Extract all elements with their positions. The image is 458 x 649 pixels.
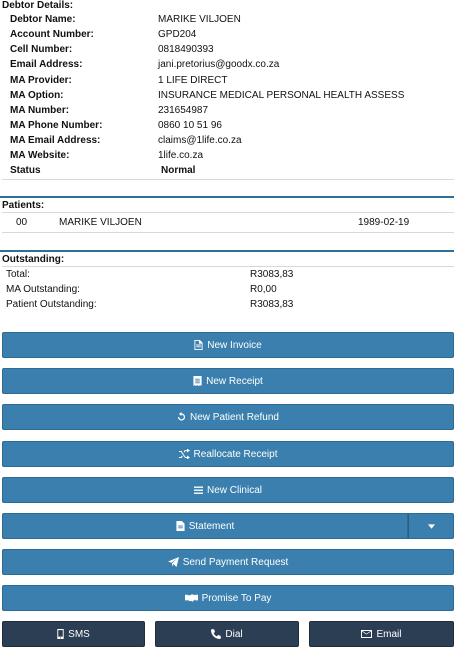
debtor-name-value: MARIKE VILJOEN <box>158 14 241 25</box>
bars-icon <box>194 485 203 495</box>
ma-number-row <box>0 105 458 120</box>
status-label: Status <box>10 165 41 176</box>
ma-phone-label: MA Phone Number: <box>10 120 103 131</box>
outstanding-title: Outstanding: <box>2 254 65 265</box>
new-clinical-button[interactable] <box>2 477 454 503</box>
envelope-icon <box>361 629 372 639</box>
ma-website-value: 1life.co.za <box>158 150 204 161</box>
reallocate-receipt-button[interactable] <box>2 441 454 467</box>
ma-option-row <box>0 90 458 105</box>
debtor-name-label: Debtor Name: <box>10 14 76 25</box>
send-payment-request-label: Send Payment Request <box>182 556 289 568</box>
patient-outstanding-row <box>0 299 458 314</box>
ma-provider-label: MA Provider: <box>10 75 72 86</box>
receipt-icon <box>193 376 202 386</box>
cell-number-label: Cell Number: <box>10 44 73 55</box>
ma-phone-row <box>0 120 458 135</box>
ma-phone-value: 0860 10 51 96 <box>158 120 222 131</box>
patient-outstanding-value: R3083,83 <box>250 299 294 310</box>
sms-label: SMS <box>68 628 90 640</box>
outstanding-header-divider <box>2 266 454 267</box>
email-label: Email <box>376 628 402 640</box>
account-number-label: Account Number: <box>10 29 94 40</box>
new-patient-refund-button[interactable] <box>2 404 454 430</box>
handshake-icon <box>185 593 198 603</box>
statement-dropdown-toggle[interactable] <box>408 513 454 539</box>
patient-outstanding-label: Patient Outstanding: <box>6 299 97 310</box>
ma-option-label: MA Option: <box>10 90 64 101</box>
new-receipt-button[interactable] <box>2 368 454 394</box>
ma-option-value: INSURANCE MEDICAL PERSONAL HEALTH ASSESS <box>158 90 405 101</box>
file-text-icon <box>176 521 185 531</box>
send-payment-request-button[interactable] <box>2 549 454 575</box>
mobile-phone-icon <box>57 629 64 639</box>
ma-outstanding-label: MA Outstanding: <box>6 284 80 295</box>
ma-email-row <box>0 135 458 150</box>
caret-down-icon <box>428 524 435 529</box>
ma-website-row <box>0 150 458 165</box>
ma-number-label: MA Number: <box>10 105 70 116</box>
patients-divider <box>2 232 454 233</box>
ma-email-label: MA Email Address: <box>10 135 101 146</box>
status-row <box>0 165 458 180</box>
dial-button[interactable] <box>155 621 299 647</box>
paper-plane-icon <box>168 557 179 567</box>
account-number-value: GPD204 <box>158 29 197 40</box>
new-invoice-button[interactable] <box>2 332 454 358</box>
account-number-row <box>0 29 458 44</box>
ma-number-value: 231654987 <box>158 105 209 116</box>
new-receipt-label: New Receipt <box>206 375 263 387</box>
reallocate-receipt-label: Reallocate Receipt <box>193 448 278 460</box>
cell-number-value: 0818490393 <box>158 44 214 55</box>
debtor-divider <box>2 179 454 180</box>
cell-number-row <box>0 44 458 59</box>
ma-outstanding-value: R0,00 <box>250 284 277 295</box>
ma-website-label: MA Website: <box>10 150 70 161</box>
patients-title: Patients: <box>2 200 45 211</box>
patient-dob: 1989-02-19 <box>358 217 410 228</box>
sms-button[interactable] <box>2 621 145 647</box>
patient-code: 00 <box>16 217 28 228</box>
promise-to-pay-label: Promise To Pay <box>201 592 272 604</box>
statement-button[interactable] <box>2 513 408 539</box>
promise-to-pay-button[interactable] <box>2 585 454 611</box>
outstanding-total-row <box>0 269 458 284</box>
patients-header-divider <box>2 212 454 213</box>
debtor-name-row <box>0 14 458 29</box>
status-value: Normal <box>161 165 196 176</box>
email-address-value: jani.pretorius@goodx.co.za <box>158 59 280 70</box>
outstanding-total-label: Total: <box>6 269 30 280</box>
email-address-label: Email Address: <box>10 59 83 70</box>
file-text-icon <box>194 340 203 350</box>
ma-provider-value: 1 LIFE DIRECT <box>158 75 228 86</box>
patient-name: MARIKE VILJOEN <box>59 217 142 228</box>
new-invoice-label: New Invoice <box>207 339 262 351</box>
new-patient-refund-label: New Patient Refund <box>190 411 279 423</box>
new-clinical-label: New Clinical <box>206 484 262 496</box>
ma-email-value: claims@1life.co.za <box>158 135 242 146</box>
dial-label: Dial <box>225 628 243 640</box>
shuffle-icon <box>179 449 190 459</box>
ma-outstanding-row <box>0 284 458 299</box>
phone-icon <box>211 629 221 639</box>
patient-row[interactable] <box>0 217 458 232</box>
email-button[interactable] <box>309 621 454 647</box>
debtor-details-title: Debtor Details: <box>2 0 74 11</box>
statement-label: Statement <box>188 520 235 532</box>
ma-provider-row <box>0 75 458 90</box>
undo-icon <box>177 412 186 422</box>
patients-section-rule <box>0 196 454 198</box>
outstanding-section-rule <box>0 250 454 252</box>
outstanding-total-value: R3083,83 <box>250 269 294 280</box>
email-address-row <box>0 59 458 74</box>
